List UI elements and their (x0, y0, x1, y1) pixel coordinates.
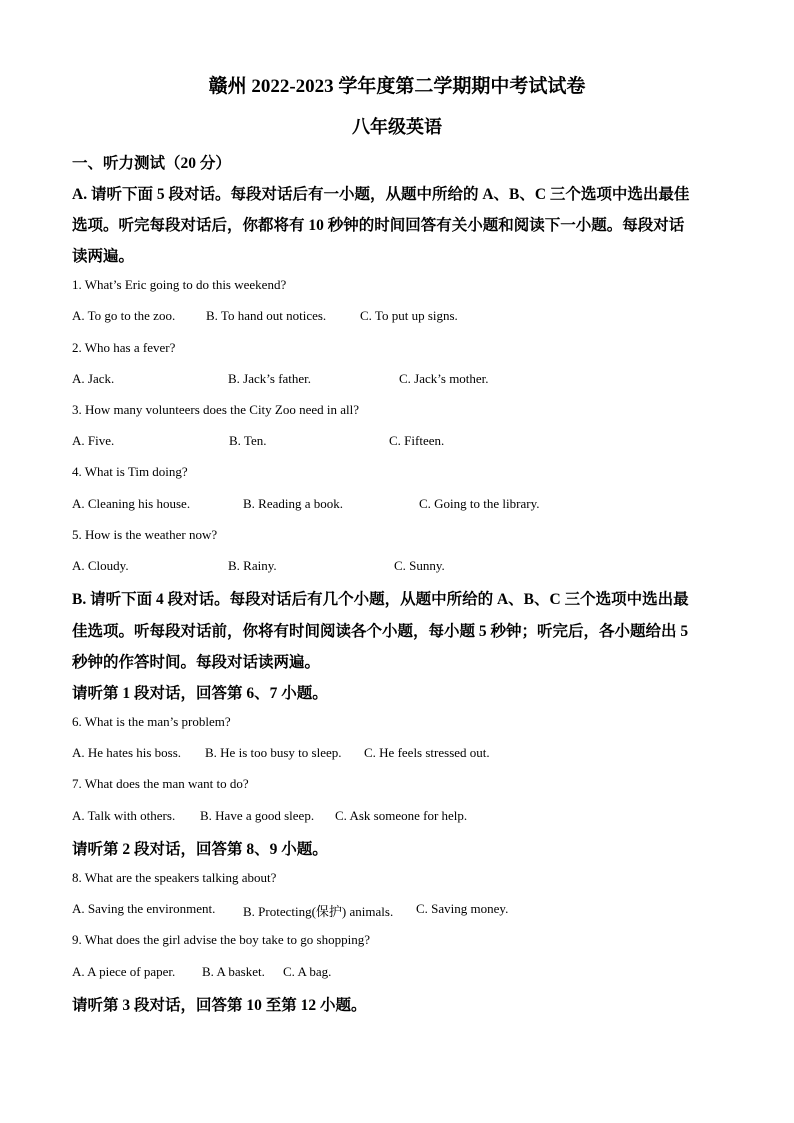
option-a[interactable]: A. Talk with others. (72, 808, 176, 823)
option-b[interactable]: B. To hand out notices. (206, 308, 327, 323)
option-a[interactable]: A. Jack. (72, 371, 115, 386)
question-9: 9. What does the girl advise the boy take to go shopping? (72, 932, 370, 947)
option-a[interactable]: A. Five. (72, 433, 115, 448)
option-c[interactable]: C. A bag. (283, 964, 332, 979)
option-b[interactable]: B. Reading a book. (243, 496, 344, 511)
option-b[interactable]: B. Ten. (229, 433, 267, 448)
option-c[interactable]: C. Ask someone for help. (335, 808, 468, 823)
question-7: 7. What does the man want to do? (72, 776, 249, 791)
question-4: 4. What is Tim doing? (72, 464, 188, 479)
question-3: 3. How many volunteers does the City Zoo need in all? (72, 402, 360, 417)
question-6: 6. What is the man’s problem? (72, 714, 231, 729)
part-b-instruction-line: 秒钟的作答时间。每段对话读两遍。 (72, 654, 321, 671)
option-b[interactable]: B. Protecting(保护) animals. (243, 904, 394, 919)
exam-title: 赣州 2022-2023 学年度第二学期期中考试试卷 (208, 76, 586, 97)
question-2: 2. Who has a fever? (72, 340, 176, 355)
option-c[interactable]: C. Going to the library. (419, 496, 540, 511)
option-c[interactable]: C. Jack’s mother. (399, 371, 489, 386)
option-a[interactable]: A. To go to the zoo. (72, 308, 176, 323)
part-a-instruction-line: 选项。听完每段对话后，你都将有 10 秒钟的时间回答有关小题和阅读下一小题。每段对话 (72, 217, 685, 234)
part-b-instruction-line: B. 请听下面 4 段对话。每段对话后有几个小题，从题中所给的 A、B、C 三个选项中选出最 (72, 591, 689, 608)
question-8: 8. What are the speakers talking about? (72, 870, 277, 885)
option-a[interactable]: A. A piece of paper. (72, 964, 176, 979)
option-a[interactable]: A. Saving the environment. (72, 901, 216, 916)
option-c[interactable]: C. He feels stressed out. (364, 745, 490, 760)
option-c[interactable]: C. To put up signs. (360, 308, 458, 323)
option-c[interactable]: C. Fifteen. (389, 433, 445, 448)
section-heading: 一、听力测试（20 分） (72, 155, 231, 172)
dialogue-3-heading: 请听第 3 段对话，回答第 10 至第 12 小题。 (72, 997, 367, 1014)
part-a-instruction-line: A. 请听下面 5 段对话。每段对话后有一小题，从题中所给的 A、B、C 三个选项中选出最佳 (72, 186, 690, 203)
option-a[interactable]: A. Cleaning his house. (72, 496, 191, 511)
question-1: 1. What’s Eric going to do this weekend? (72, 277, 287, 292)
option-c[interactable]: C. Sunny. (394, 558, 445, 573)
option-b[interactable]: B. Have a good sleep. (200, 808, 315, 823)
option-c[interactable]: C. Saving money. (416, 901, 509, 916)
option-b[interactable]: B. Rainy. (228, 558, 277, 573)
option-a[interactable]: A. Cloudy. (72, 558, 129, 573)
part-a-instruction-line: 读两遍。 (72, 248, 135, 265)
option-b[interactable]: B. Jack’s father. (228, 371, 312, 386)
dialogue-2-heading: 请听第 2 段对话，回答第 8、9 小题。 (72, 841, 328, 858)
exam-subtitle: 八年级英语 (352, 117, 442, 137)
option-b[interactable]: B. A basket. (202, 964, 265, 979)
question-5: 5. How is the weather now? (72, 527, 218, 542)
part-b-instruction-line: 佳选项。听每段对话前，你将有时间阅读各个小题，每小题 5 秒钟；听完后，各小题给出 5 (72, 623, 689, 640)
option-b[interactable]: B. He is too busy to sleep. (205, 745, 342, 760)
dialogue-1-heading: 请听第 1 段对话，回答第 6、7 小题。 (72, 685, 328, 702)
option-a[interactable]: A. He hates his boss. (72, 745, 182, 760)
